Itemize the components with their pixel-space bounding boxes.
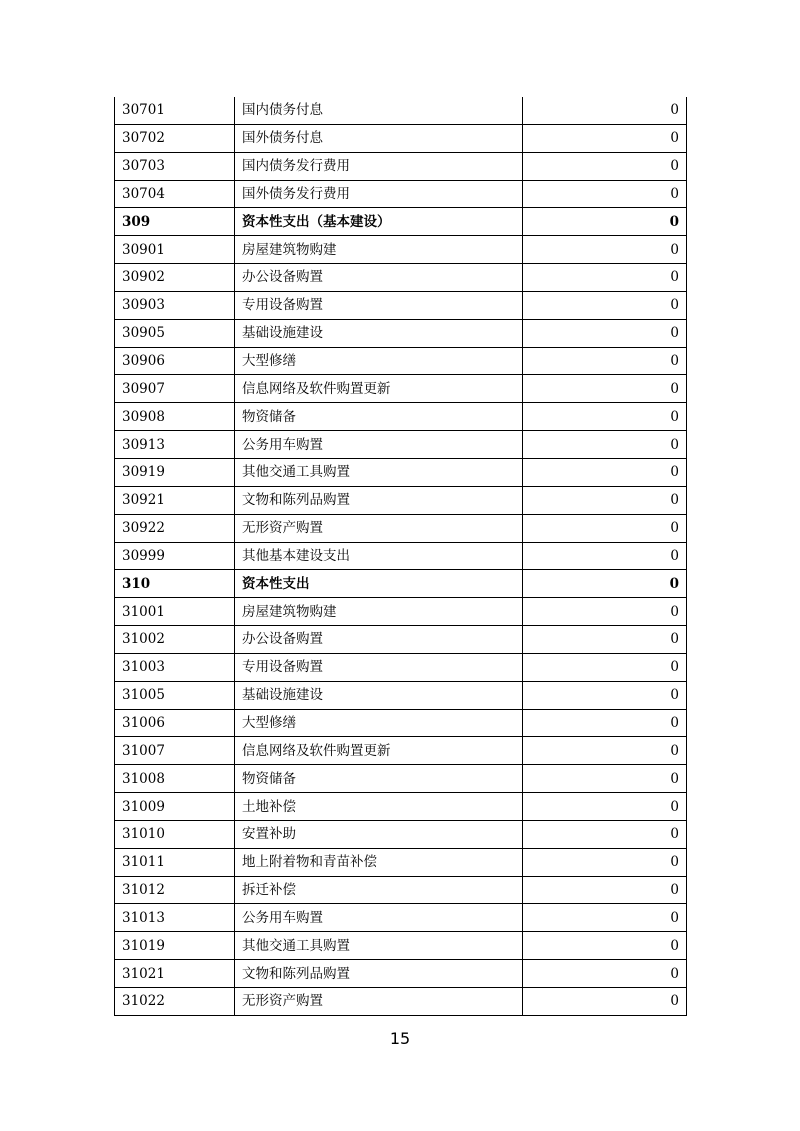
table-row (115, 375, 687, 403)
amount-cell: 0 (523, 375, 687, 403)
account-code-cell: 30702 (115, 124, 235, 152)
account-name-cell: 房屋建筑物购建 (235, 598, 523, 626)
account-code-cell: 31006 (115, 709, 235, 737)
amount-cell: 0 (523, 848, 687, 876)
account-name-cell: 资本性支出（基本建设） (235, 208, 523, 236)
table-row (115, 681, 687, 709)
account-name-cell: 国内债务付息 (235, 97, 523, 124)
amount-cell: 0 (523, 152, 687, 180)
account-code-cell: 30999 (115, 542, 235, 570)
table-row (115, 820, 687, 848)
account-code-cell: 30901 (115, 236, 235, 264)
table-row (115, 598, 687, 626)
account-name-cell: 无形资产购置 (235, 988, 523, 1016)
account-code-cell: 30703 (115, 152, 235, 180)
table-row (115, 570, 687, 598)
account-name-cell: 大型修缮 (235, 709, 523, 737)
table-row (115, 765, 687, 793)
amount-cell: 0 (523, 793, 687, 821)
amount-cell: 0 (523, 820, 687, 848)
table-row (115, 291, 687, 319)
account-code-cell: 30905 (115, 319, 235, 347)
account-name-cell: 公务用车购置 (235, 904, 523, 932)
amount-cell: 0 (523, 932, 687, 960)
account-name-cell: 基础设施建设 (235, 681, 523, 709)
account-code-cell: 309 (115, 208, 235, 236)
account-code-cell: 31005 (115, 681, 235, 709)
account-code-cell: 31012 (115, 876, 235, 904)
account-code-cell: 31010 (115, 820, 235, 848)
table-row (115, 319, 687, 347)
amount-cell: 0 (523, 514, 687, 542)
amount-cell: 0 (523, 431, 687, 459)
account-code-cell: 31003 (115, 653, 235, 681)
table-row (115, 960, 687, 988)
account-code-cell: 31002 (115, 626, 235, 654)
table-row (115, 97, 687, 124)
account-name-cell: 其他交通工具购置 (235, 932, 523, 960)
account-code-cell: 31009 (115, 793, 235, 821)
account-code-cell: 31011 (115, 848, 235, 876)
amount-cell: 0 (523, 542, 687, 570)
page-number: 15 (389, 1029, 411, 1048)
table-row (115, 458, 687, 486)
account-code-cell: 30922 (115, 514, 235, 542)
amount-cell: 0 (523, 960, 687, 988)
amount-cell: 0 (523, 486, 687, 514)
table-row (115, 486, 687, 514)
account-name-cell: 信息网络及软件购置更新 (235, 737, 523, 765)
account-name-cell: 公务用车购置 (235, 431, 523, 459)
table-row (115, 124, 687, 152)
account-name-cell: 信息网络及软件购置更新 (235, 375, 523, 403)
amount-cell: 0 (523, 264, 687, 292)
amount-cell: 0 (523, 458, 687, 486)
account-code-cell: 30908 (115, 403, 235, 431)
table-row (115, 347, 687, 375)
account-name-cell: 专用设备购置 (235, 653, 523, 681)
amount-cell: 0 (523, 570, 687, 598)
table-row (115, 626, 687, 654)
account-name-cell: 地上附着物和青苗补偿 (235, 848, 523, 876)
account-code-cell: 310 (115, 570, 235, 598)
account-code-cell: 31022 (115, 988, 235, 1016)
table-row (115, 542, 687, 570)
amount-cell: 0 (523, 598, 687, 626)
budget-table-body (115, 97, 687, 1015)
account-name-cell: 文物和陈列品购置 (235, 960, 523, 988)
account-name-cell: 土地补偿 (235, 793, 523, 821)
amount-cell: 0 (523, 876, 687, 904)
account-name-cell: 其他交通工具购置 (235, 458, 523, 486)
table-row (115, 180, 687, 208)
account-code-cell: 31021 (115, 960, 235, 988)
account-name-cell: 办公设备购置 (235, 264, 523, 292)
account-name-cell: 文物和陈列品购置 (235, 486, 523, 514)
account-code-cell: 30701 (115, 97, 235, 124)
account-code-cell: 31007 (115, 737, 235, 765)
amount-cell: 0 (523, 97, 687, 124)
account-name-cell: 其他基本建设支出 (235, 542, 523, 570)
account-name-cell: 基础设施建设 (235, 319, 523, 347)
table-row (115, 988, 687, 1016)
account-name-cell: 安置补助 (235, 820, 523, 848)
account-name-cell: 房屋建筑物购建 (235, 236, 523, 264)
budget-table (114, 97, 687, 1016)
account-name-cell: 资本性支出 (235, 570, 523, 598)
account-code-cell: 30903 (115, 291, 235, 319)
account-code-cell: 31001 (115, 598, 235, 626)
amount-cell: 0 (523, 291, 687, 319)
table-row (115, 904, 687, 932)
account-name-cell: 办公设备购置 (235, 626, 523, 654)
table-row (115, 932, 687, 960)
budget-table-container (114, 97, 687, 1016)
account-name-cell: 专用设备购置 (235, 291, 523, 319)
amount-cell: 0 (523, 180, 687, 208)
table-row (115, 514, 687, 542)
account-code-cell: 30704 (115, 180, 235, 208)
table-row (115, 403, 687, 431)
account-name-cell: 国外债务付息 (235, 124, 523, 152)
table-row (115, 793, 687, 821)
account-name-cell: 物资储备 (235, 765, 523, 793)
amount-cell: 0 (523, 626, 687, 654)
amount-cell: 0 (523, 124, 687, 152)
amount-cell: 0 (523, 319, 687, 347)
table-row (115, 709, 687, 737)
account-name-cell: 无形资产购置 (235, 514, 523, 542)
amount-cell: 0 (523, 709, 687, 737)
account-code-cell: 31013 (115, 904, 235, 932)
table-row (115, 848, 687, 876)
amount-cell: 0 (523, 653, 687, 681)
account-code-cell: 30907 (115, 375, 235, 403)
account-name-cell: 国内债务发行费用 (235, 152, 523, 180)
amount-cell: 0 (523, 681, 687, 709)
amount-cell: 0 (523, 208, 687, 236)
account-code-cell: 30902 (115, 264, 235, 292)
amount-cell: 0 (523, 403, 687, 431)
account-name-cell: 物资储备 (235, 403, 523, 431)
table-row (115, 431, 687, 459)
table-row (115, 737, 687, 765)
account-name-cell: 大型修缮 (235, 347, 523, 375)
account-name-cell: 拆迁补偿 (235, 876, 523, 904)
table-row (115, 264, 687, 292)
account-code-cell: 30906 (115, 347, 235, 375)
amount-cell: 0 (523, 236, 687, 264)
table-row (115, 152, 687, 180)
amount-cell: 0 (523, 988, 687, 1016)
amount-cell: 0 (523, 904, 687, 932)
account-code-cell: 30919 (115, 458, 235, 486)
amount-cell: 0 (523, 765, 687, 793)
amount-cell: 0 (523, 347, 687, 375)
table-row (115, 876, 687, 904)
account-code-cell: 31019 (115, 932, 235, 960)
account-code-cell: 30921 (115, 486, 235, 514)
account-name-cell: 国外债务发行费用 (235, 180, 523, 208)
account-code-cell: 30913 (115, 431, 235, 459)
account-code-cell: 31008 (115, 765, 235, 793)
table-row (115, 236, 687, 264)
table-row (115, 208, 687, 236)
table-row (115, 653, 687, 681)
amount-cell: 0 (523, 737, 687, 765)
